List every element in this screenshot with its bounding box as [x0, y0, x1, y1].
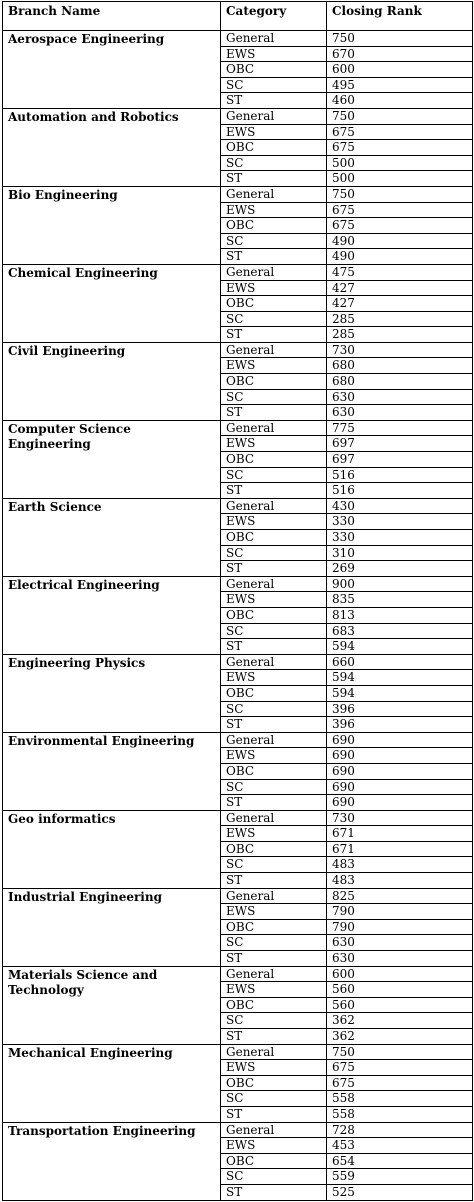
closing-rank-cell: 330	[327, 514, 473, 530]
closing-rank-cell: 495	[327, 77, 473, 93]
category-cell: EWS	[221, 982, 327, 998]
table-row	[3, 264, 473, 280]
category-cell: ST	[221, 717, 327, 733]
closing-rank-cell: 680	[327, 374, 473, 390]
category-cell: SC	[221, 623, 327, 639]
table-row	[3, 576, 473, 592]
table-body	[3, 31, 473, 1201]
closing-rank-cell: 427	[327, 296, 473, 312]
table-row	[3, 732, 473, 748]
category-cell: OBC	[221, 685, 327, 701]
closing-rank-cell: 500	[327, 171, 473, 187]
category-cell: OBC	[221, 607, 327, 623]
closing-rank-cell: 500	[327, 155, 473, 171]
closing-rank-cell: 675	[327, 202, 473, 218]
closing-rank-cell: 516	[327, 467, 473, 483]
category-cell: ST	[221, 93, 327, 109]
table-header-row	[3, 2, 473, 31]
closing-rank-cell: 690	[327, 795, 473, 811]
table-row	[3, 888, 473, 904]
category-cell: ST	[221, 639, 327, 655]
closing-rank-cell: 310	[327, 545, 473, 561]
closing-rank-cell: 594	[327, 670, 473, 686]
closing-rank-cell: 560	[327, 982, 473, 998]
closing-rank-cell: 269	[327, 561, 473, 577]
closing-rank-cell: 690	[327, 748, 473, 764]
closing-rank-cell: 600	[327, 966, 473, 982]
header-category: Category	[221, 2, 327, 31]
closing-rank-cell: 483	[327, 873, 473, 889]
closing-rank-cell: 594	[327, 685, 473, 701]
category-cell: EWS	[221, 904, 327, 920]
table-row	[3, 966, 473, 982]
header-branch-name: Branch Name	[3, 2, 221, 31]
branch-name-cell: Bio Engineering	[3, 186, 221, 264]
category-cell: OBC	[221, 997, 327, 1013]
closing-rank-cell: 690	[327, 763, 473, 779]
category-cell: ST	[221, 873, 327, 889]
category-cell: General	[221, 732, 327, 748]
category-cell: General	[221, 888, 327, 904]
category-cell: SC	[221, 155, 327, 171]
table-row	[3, 498, 473, 514]
closing-rank-cell: 775	[327, 420, 473, 436]
table-row	[3, 1044, 473, 1060]
category-cell: ST	[221, 171, 327, 187]
closing-rank-cell: 330	[327, 530, 473, 546]
category-cell: SC	[221, 389, 327, 405]
closing-rank-cell: 558	[327, 1106, 473, 1122]
category-cell: General	[221, 1044, 327, 1060]
category-cell: General	[221, 654, 327, 670]
category-cell: General	[221, 966, 327, 982]
table-row	[3, 810, 473, 826]
category-cell: OBC	[221, 1075, 327, 1091]
closing-rank-cell: 750	[327, 1044, 473, 1060]
category-cell: OBC	[221, 218, 327, 234]
closing-rank-cell: 750	[327, 31, 473, 47]
category-cell: General	[221, 576, 327, 592]
category-cell: OBC	[221, 763, 327, 779]
category-cell: OBC	[221, 452, 327, 468]
category-cell: EWS	[221, 436, 327, 452]
closing-rank-cell: 671	[327, 841, 473, 857]
closing-rank-cell: 285	[327, 311, 473, 327]
category-cell: SC	[221, 311, 327, 327]
category-cell: General	[221, 498, 327, 514]
branch-name-cell: Industrial Engineering	[3, 888, 221, 966]
closing-rank-cell: 362	[327, 1013, 473, 1029]
category-cell: SC	[221, 233, 327, 249]
category-cell: EWS	[221, 124, 327, 140]
closing-rank-cell: 660	[327, 654, 473, 670]
closing-rank-cell: 630	[327, 405, 473, 421]
category-cell: General	[221, 1122, 327, 1138]
category-cell: OBC	[221, 296, 327, 312]
closing-rank-cell: 600	[327, 62, 473, 78]
closing-rank-cell: 483	[327, 857, 473, 873]
branch-name-cell: Civil Engineering	[3, 342, 221, 420]
category-cell: SC	[221, 77, 327, 93]
category-cell: SC	[221, 701, 327, 717]
category-cell: ST	[221, 483, 327, 499]
closing-rank-cell: 630	[327, 951, 473, 967]
category-cell: OBC	[221, 841, 327, 857]
closing-rank-cell: 475	[327, 264, 473, 280]
branch-name-cell: Earth Science	[3, 498, 221, 576]
closing-rank-cell: 490	[327, 249, 473, 265]
category-cell: SC	[221, 935, 327, 951]
branch-name-cell: Computer Science Engineering	[3, 420, 221, 498]
category-cell: ST	[221, 1184, 327, 1200]
category-cell: EWS	[221, 202, 327, 218]
branch-name-cell: Aerospace Engineering	[3, 31, 221, 109]
closing-rank-cell: 490	[327, 233, 473, 249]
category-cell: SC	[221, 1091, 327, 1107]
category-cell: General	[221, 264, 327, 280]
closing-rank-cell: 750	[327, 186, 473, 202]
closing-rank-cell: 559	[327, 1169, 473, 1185]
branch-name-cell: Materials Science and Technology	[3, 966, 221, 1044]
category-cell: General	[221, 31, 327, 47]
category-cell: SC	[221, 779, 327, 795]
category-cell: SC	[221, 1169, 327, 1185]
closing-rank-cell: 460	[327, 93, 473, 109]
category-cell: General	[221, 108, 327, 124]
closing-rank-table-container	[2, 1, 472, 1201]
category-cell: EWS	[221, 826, 327, 842]
closing-rank-cell: 654	[327, 1153, 473, 1169]
closing-rank-cell: 675	[327, 1060, 473, 1076]
category-cell: SC	[221, 467, 327, 483]
category-cell: ST	[221, 1106, 327, 1122]
table-row	[3, 31, 473, 47]
category-cell: General	[221, 420, 327, 436]
category-cell: ST	[221, 561, 327, 577]
closing-rank-cell: 683	[327, 623, 473, 639]
closing-rank-cell: 560	[327, 997, 473, 1013]
category-cell: EWS	[221, 358, 327, 374]
closing-rank-cell: 675	[327, 124, 473, 140]
category-cell: ST	[221, 405, 327, 421]
closing-rank-cell: 594	[327, 639, 473, 655]
closing-rank-cell: 558	[327, 1091, 473, 1107]
closing-rank-cell: 690	[327, 732, 473, 748]
category-cell: OBC	[221, 374, 327, 390]
category-cell: OBC	[221, 919, 327, 935]
closing-rank-cell: 730	[327, 810, 473, 826]
category-cell: EWS	[221, 514, 327, 530]
branch-name-cell: Environmental Engineering	[3, 732, 221, 810]
category-cell: EWS	[221, 748, 327, 764]
closing-rank-cell: 790	[327, 904, 473, 920]
category-cell: ST	[221, 327, 327, 343]
category-cell: General	[221, 810, 327, 826]
closing-rank-cell: 453	[327, 1138, 473, 1154]
category-cell: EWS	[221, 1138, 327, 1154]
closing-rank-cell: 630	[327, 389, 473, 405]
closing-rank-cell: 630	[327, 935, 473, 951]
closing-rank-cell: 790	[327, 919, 473, 935]
closing-rank-cell: 362	[327, 1029, 473, 1045]
category-cell: OBC	[221, 140, 327, 156]
closing-rank-cell: 396	[327, 701, 473, 717]
category-cell: General	[221, 186, 327, 202]
closing-rank-table	[2, 1, 473, 1201]
category-cell: EWS	[221, 46, 327, 62]
category-cell: OBC	[221, 1153, 327, 1169]
closing-rank-cell: 675	[327, 1075, 473, 1091]
closing-rank-cell: 750	[327, 108, 473, 124]
table-row	[3, 108, 473, 124]
closing-rank-cell: 680	[327, 358, 473, 374]
table-row	[3, 342, 473, 358]
category-cell: EWS	[221, 670, 327, 686]
closing-rank-cell: 675	[327, 140, 473, 156]
closing-rank-cell: 285	[327, 327, 473, 343]
closing-rank-cell: 671	[327, 826, 473, 842]
category-cell: SC	[221, 1013, 327, 1029]
closing-rank-cell: 675	[327, 218, 473, 234]
category-cell: ST	[221, 951, 327, 967]
category-cell: ST	[221, 249, 327, 265]
table-row	[3, 1122, 473, 1138]
branch-name-cell: Electrical Engineering	[3, 576, 221, 654]
table-row	[3, 420, 473, 436]
branch-name-cell: Engineering Physics	[3, 654, 221, 732]
closing-rank-cell: 728	[327, 1122, 473, 1138]
table-row	[3, 186, 473, 202]
category-cell: OBC	[221, 62, 327, 78]
closing-rank-cell: 697	[327, 436, 473, 452]
closing-rank-cell: 900	[327, 576, 473, 592]
header-closing-rank: Closing Rank	[327, 2, 473, 31]
closing-rank-cell: 430	[327, 498, 473, 514]
category-cell: EWS	[221, 1060, 327, 1076]
table-row	[3, 654, 473, 670]
closing-rank-cell: 813	[327, 607, 473, 623]
closing-rank-cell: 730	[327, 342, 473, 358]
closing-rank-cell: 516	[327, 483, 473, 499]
closing-rank-cell: 835	[327, 592, 473, 608]
closing-rank-cell: 396	[327, 717, 473, 733]
category-cell: ST	[221, 795, 327, 811]
branch-name-cell: Automation and Robotics	[3, 108, 221, 186]
branch-name-cell: Geo informatics	[3, 810, 221, 888]
closing-rank-cell: 825	[327, 888, 473, 904]
category-cell: EWS	[221, 592, 327, 608]
branch-name-cell: Transportation Engineering	[3, 1122, 221, 1200]
closing-rank-cell: 670	[327, 46, 473, 62]
category-cell: SC	[221, 545, 327, 561]
closing-rank-cell: 690	[327, 779, 473, 795]
branch-name-cell: Chemical Engineering	[3, 264, 221, 342]
category-cell: OBC	[221, 530, 327, 546]
closing-rank-cell: 427	[327, 280, 473, 296]
branch-name-cell: Mechanical Engineering	[3, 1044, 221, 1122]
category-cell: EWS	[221, 280, 327, 296]
closing-rank-cell: 697	[327, 452, 473, 468]
category-cell: SC	[221, 857, 327, 873]
category-cell: General	[221, 342, 327, 358]
closing-rank-cell: 525	[327, 1184, 473, 1200]
category-cell: ST	[221, 1029, 327, 1045]
